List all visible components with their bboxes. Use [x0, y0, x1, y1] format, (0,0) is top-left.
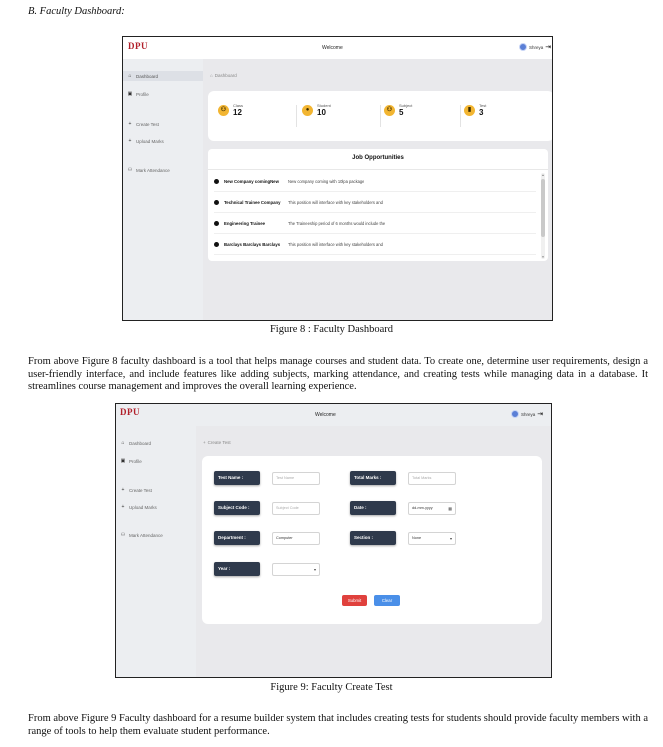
paragraph-2: From above Figure 9 Faculty dashboard for a resume builder system that includes creating tests for students should provide faculty members with a range of tools to help them evaluate student performance. — [28, 713, 648, 737]
bullet-icon — [214, 242, 219, 247]
year-label: Year : — [214, 562, 260, 576]
attendance-icon: ⚇ — [127, 167, 133, 173]
job-opportunities-panel — [208, 149, 548, 261]
figure-9-caption: Figure 9: Faculty Create Test — [270, 682, 393, 693]
user-avatar-icon — [511, 410, 519, 418]
job-title: Engineering Trainee — [224, 220, 266, 226]
test-name-input[interactable]: Test Name — [272, 472, 320, 485]
total-marks-label: Total Marks : — [350, 471, 396, 485]
divider — [208, 169, 548, 170]
sidebar-item-create-test[interactable]: + Create Test — [128, 121, 159, 127]
stat-label: Class — [233, 103, 244, 108]
faculty-dashboard-screenshot — [122, 36, 553, 321]
profile-icon: ▣ — [127, 91, 133, 97]
job-title: Barclays Barclays Barclays — [224, 241, 281, 247]
scroll-up-icon[interactable]: ▴ — [542, 173, 544, 177]
divider — [296, 105, 297, 127]
class-icon: ⚇ — [218, 105, 229, 116]
stat-value: 3 — [479, 108, 484, 117]
welcome-title: Welcome — [322, 45, 343, 51]
clear-button[interactable]: Clear — [374, 595, 400, 606]
logout-icon[interactable]: ⇥ — [537, 410, 544, 418]
subject-code-label: Subject Code : — [214, 501, 260, 515]
section-heading: B. Faculty Dashboard: — [28, 6, 125, 17]
section-select[interactable]: None ▾ — [408, 532, 456, 545]
job-opportunities-title: Job Opportunities — [352, 155, 404, 161]
stat-value: 10 — [317, 108, 326, 117]
figure-8-caption: Figure 8 : Faculty Dashboard — [269, 324, 394, 335]
list-item[interactable] — [214, 171, 536, 192]
department-input[interactable]: Computer — [272, 532, 320, 545]
stat-label: Subject — [399, 103, 413, 108]
home-icon: ⌂ — [121, 440, 125, 446]
subject-icon: ⚇ — [384, 105, 395, 116]
divider — [460, 105, 461, 127]
year-select[interactable] — [272, 563, 320, 576]
test-icon: ▮ — [464, 105, 475, 116]
plus-icon: + — [121, 504, 125, 510]
plus-icon: + — [128, 121, 132, 127]
submit-button[interactable]: Submit — [342, 595, 367, 606]
test-name-label: Test Name : — [214, 471, 260, 485]
section-label: Section : — [350, 531, 396, 545]
sidebar-item-create-test[interactable]: + Create Test — [121, 487, 152, 493]
attendance-icon: ⚇ — [120, 532, 126, 538]
job-description: New company coming with 10lpa package — [288, 178, 365, 184]
welcome-title: Welcome — [315, 412, 336, 418]
divider — [380, 105, 381, 127]
date-label: Date : — [350, 501, 396, 515]
home-icon: ⌂ — [210, 73, 213, 78]
top-bar — [116, 404, 551, 426]
stat-test — [464, 103, 486, 117]
plus-icon: + — [128, 138, 132, 144]
user-menu[interactable] — [519, 43, 551, 51]
total-marks-input[interactable]: Total Marks — [408, 472, 456, 485]
plus-icon: + — [203, 440, 206, 445]
user-avatar-icon — [519, 43, 527, 51]
dpu-logo: DPU — [120, 407, 140, 417]
create-test-form — [202, 456, 542, 624]
stat-class — [218, 103, 243, 117]
date-input[interactable]: dd-mm-yyyy ▦ — [408, 502, 456, 515]
job-description: This position will interface with key stakeholders and — [288, 199, 383, 205]
scroll-thumb[interactable] — [541, 179, 545, 237]
department-label: Department : — [214, 531, 260, 545]
stat-label: Test — [479, 103, 487, 108]
stat-label: Student — [317, 103, 331, 108]
stat-value: 5 — [399, 108, 404, 117]
subject-code-input[interactable]: Subject Code — [272, 502, 320, 515]
job-title: Technical Trainee Company — [224, 199, 281, 205]
job-description: This position will interface with key stakeholders and — [288, 241, 383, 247]
list-item[interactable] — [214, 234, 536, 255]
stat-student — [302, 103, 331, 117]
home-icon: ⌂ — [128, 73, 132, 79]
sidebar-item-dashboard[interactable]: ⌂ Dashboard — [121, 440, 152, 446]
bullet-icon — [214, 221, 219, 226]
sidebar-item-profile[interactable]: ▣ Profile — [120, 458, 142, 464]
profile-icon: ▣ — [120, 458, 126, 464]
breadcrumb: + Create Test — [203, 440, 231, 445]
user-name: Shreya — [529, 44, 544, 50]
sidebar-item-dashboard[interactable]: ⌂ Dashboard — [123, 71, 203, 81]
bullet-icon — [214, 179, 219, 184]
user-menu[interactable] — [511, 410, 543, 418]
scroll-down-icon[interactable]: ▾ — [542, 255, 544, 259]
bullet-icon — [214, 200, 219, 205]
job-description: The Traineeship period of 6 months would include the — [288, 220, 386, 226]
plus-icon: + — [121, 487, 125, 493]
user-name: Shreya — [521, 411, 536, 417]
scrollbar[interactable] — [541, 173, 545, 259]
sidebar-item-upload-marks[interactable]: + Upload Marks — [128, 138, 164, 144]
stats-card — [208, 91, 553, 141]
job-title: New Company comingNew — [224, 178, 279, 184]
stat-value: 12 — [233, 108, 242, 117]
top-bar — [123, 37, 552, 59]
sidebar-item-profile[interactable]: ▣ Profile — [127, 91, 149, 97]
breadcrumb: ⌂ Dashboard — [210, 73, 237, 78]
list-item[interactable] — [214, 192, 536, 213]
dpu-logo: DPU — [128, 41, 148, 51]
stat-subject — [384, 103, 412, 117]
logout-icon[interactable]: ⇥ — [545, 43, 552, 51]
paragraph-1: From above Figure 8 faculty dashboard is a tool that helps manage courses and student data. To create one, determine user requirements, design a user-friendly interface, and include features like adding subjects, marking attendance, and creating tests while managing data in a database. It streamlines course management and improves the overall learning experience. — [28, 356, 648, 392]
sidebar — [123, 59, 203, 320]
sidebar-item-mark-attendance[interactable]: ⚇ Mark Attendance — [120, 532, 163, 538]
list-item[interactable] — [214, 213, 536, 234]
sidebar-item-upload-marks[interactable]: + Upload Marks — [121, 504, 157, 510]
student-icon: ● — [302, 105, 313, 116]
faculty-create-test-screenshot — [115, 403, 552, 678]
sidebar-item-mark-attendance[interactable]: ⚇ Mark Attendance — [127, 167, 170, 173]
